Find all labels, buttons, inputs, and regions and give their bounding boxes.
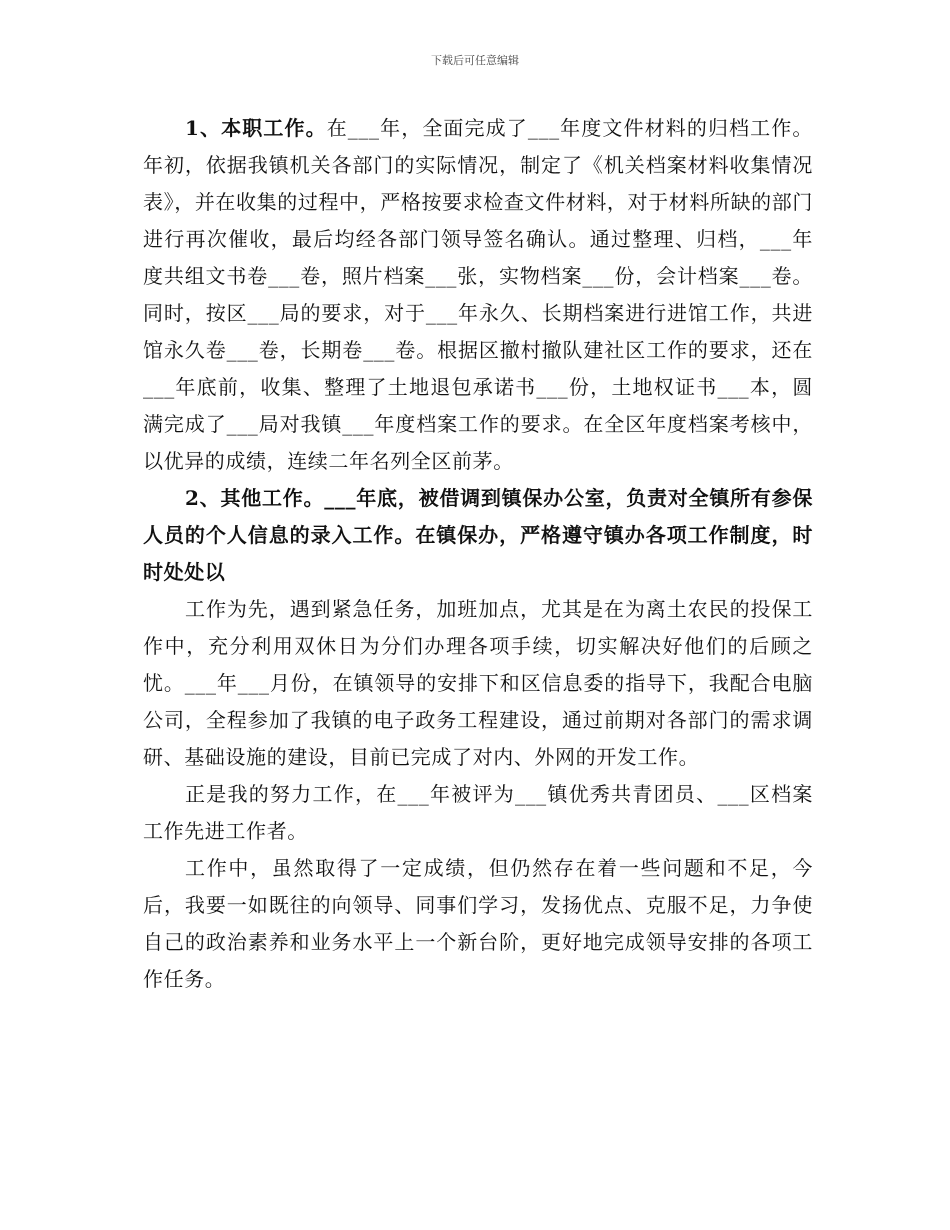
page-header: 下载后可任意编辑 <box>431 54 519 67</box>
paragraph-duty-work <box>143 110 813 480</box>
paragraph-duty-work-lead: 1、本职工作。 <box>185 116 327 140</box>
paragraph-honors: 正是我的努力工作，在___年被评为___镇优秀共青团员、___区档案工作先进工作者。 <box>143 782 813 843</box>
document-body <box>143 110 813 998</box>
paragraph-duty-work-body: 在___年，全面完成了___年度文件材料的归档工作。年初，依据我镇机关各部门的实际情况，制定了《机关档案材料收集情况表》，并在收集的过程中，严格按要求检查文件材料，对于材料所缺的部门进行再次催收，最后均经各部门领导签名确认。通过整理、归档，___年度共组文书卷___卷，照片档案___张，实物档案___份，会计档案___卷。同时，按区___局的要求，对于___年永久、长期档案进行进馆工作，共进馆永久卷___卷，长期卷___卷。根据区撤村撤队建社区工作的要求，还在___年底前，收集、整理了土地退包承诺书___份，土地权证书___本，圆满完成了___局对我镇___年度档案工作的要求。在全区年度档案考核中，以优异的成绩，连续二年名列全区前茅。 <box>143 116 813 473</box>
paragraph-work-first: 工作为先，遇到紧急任务，加班加点，尤其是在为离土农民的投保工作中，充分利用双休日为分们办理各项手续，切实解决好他们的后顾之忧。___年___月份，在镇领导的安排下和区信息委的指导下，我配合电脑公司，全程参加了我镇的电子政务工程建设，通过前期对各部门的需求调研、基础设施的建设，目前已完成了对内、外网的开发工作。 <box>143 597 813 769</box>
paragraph-conclusion: 工作中，虽然取得了一定成绩，但仍然存在着一些问题和不足，今后，我要一如既往的向领导、同事们学习，发扬优点、克服不足，力争使自己的政治素养和业务水平上一个新台阶，更好地完成领导安排的各项工作任务。 <box>143 856 813 991</box>
paragraph-other-work: 2、其他工作。___年底，被借调到镇保办公室，负责对全镇所有参保人员的个人信息的录入工作。在镇保办，严格遵守镇办各项工作制度，时时处处以 <box>143 486 813 584</box>
